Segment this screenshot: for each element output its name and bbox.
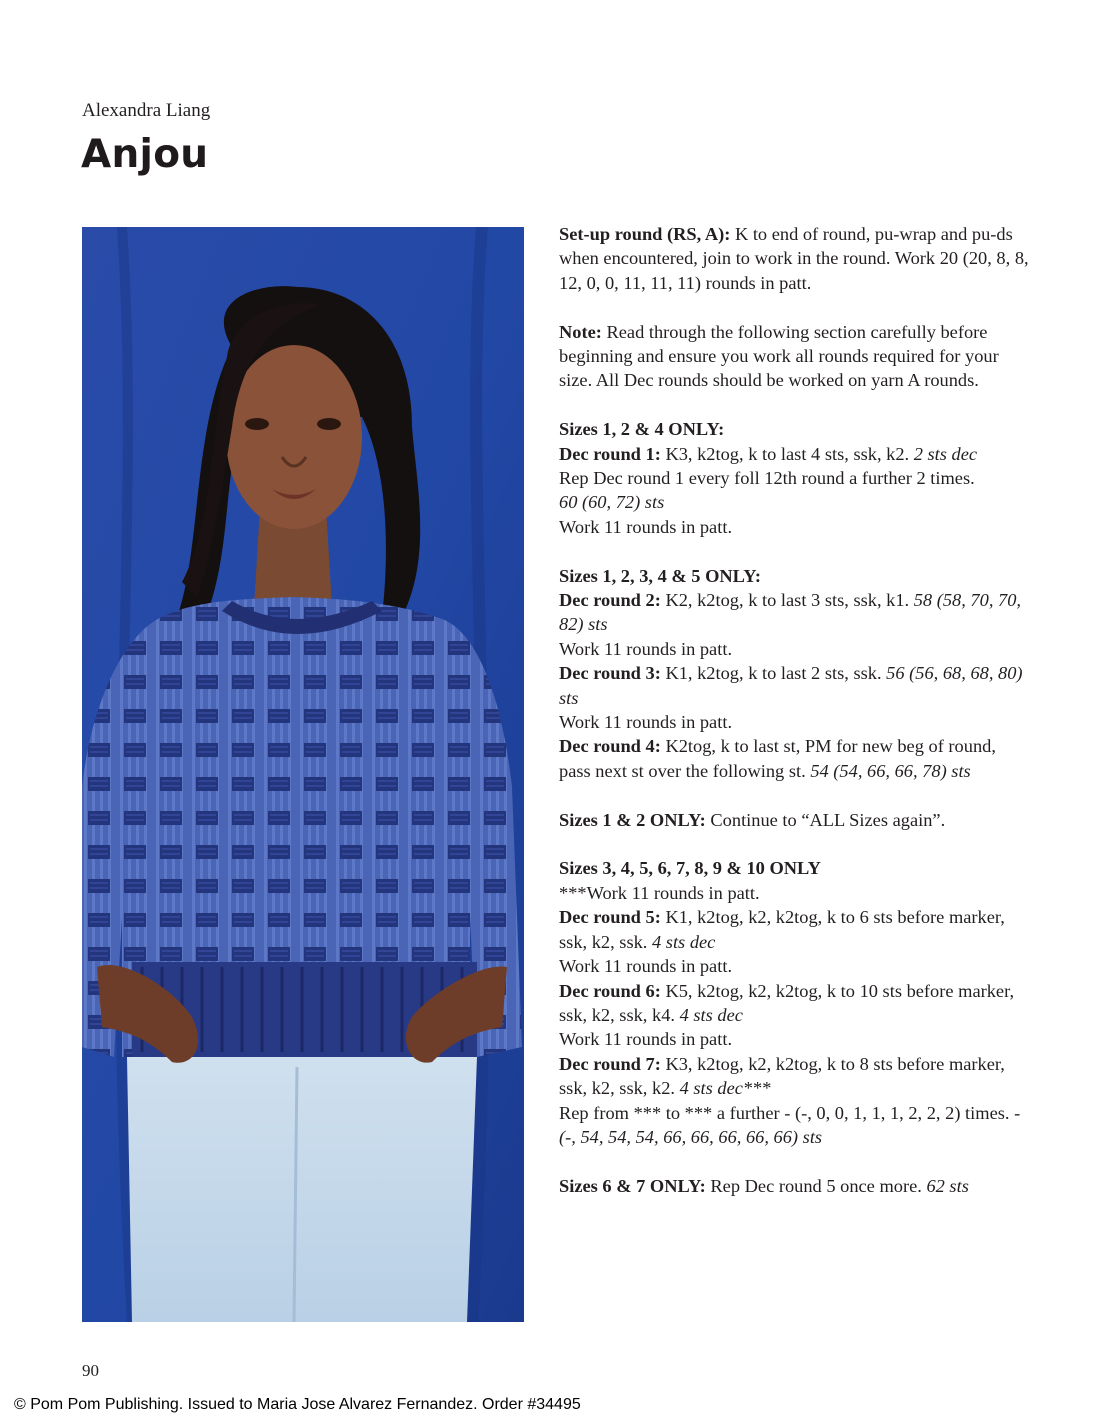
instruction-paragraph bbox=[559, 1052, 1029, 1101]
stitch-count: (-, 54, 54, 54, 66, 66, 66, 66, 66) sts bbox=[559, 1126, 823, 1147]
instruction-paragraph bbox=[559, 881, 1029, 905]
instruction-label: Set-up round (RS, A): bbox=[559, 224, 731, 244]
instruction-label: Dec round 2: bbox=[559, 590, 661, 611]
instruction-text: K3, k2tog, k to last 4 sts, ssk, k2. bbox=[660, 443, 914, 464]
instruction-paragraph bbox=[559, 710, 1029, 734]
instruction-paragraph bbox=[559, 979, 1029, 1028]
stitch-count: 56 (56, 68, 68, 80) sts bbox=[559, 663, 1023, 708]
model-photo bbox=[82, 227, 524, 1322]
instruction-text: Work 11 rounds in patt. bbox=[559, 516, 733, 537]
instruction-paragraph bbox=[559, 588, 1029, 637]
instruction-label: Sizes 3, 4, 5, 6, 7, 8, 9 & 10 ONLY bbox=[559, 858, 821, 879]
pattern-instructions bbox=[559, 222, 1029, 1198]
paragraph-gap bbox=[559, 1149, 1029, 1173]
instruction-paragraph bbox=[559, 661, 1029, 710]
instruction-paragraph bbox=[559, 490, 1029, 514]
instruction-text: Work 11 rounds in patt. bbox=[559, 956, 733, 977]
stitch-count: 54 (54, 66, 66, 78) sts bbox=[810, 760, 971, 781]
instruction-label: Dec round 1: bbox=[559, 443, 661, 464]
instruction-paragraph bbox=[559, 856, 1029, 880]
instruction-text: K2tog, k to last st, PM for new beg of round, pass next st over the following st. bbox=[559, 736, 996, 781]
paragraph-gap bbox=[559, 539, 1029, 563]
instruction-text: Rep from *** to *** a further - (-, 0, 0, 1, 1, 1, 2, 2, 2) times. - bbox=[559, 1102, 1021, 1123]
instruction-paragraph bbox=[559, 1101, 1029, 1150]
instruction-paragraph bbox=[559, 564, 1029, 588]
author-name: Alexandra Liang bbox=[82, 100, 211, 121]
instruction-label: Dec round 4: bbox=[559, 736, 661, 757]
instruction-text: K1, k2tog, k to last 2 sts, ssk. bbox=[660, 663, 887, 684]
instruction-text: Rep Dec round 1 every foll 12th round a further 2 times. bbox=[559, 468, 975, 489]
instruction-text: K to end of round, pu-wrap and pu-ds when encountered, join to work in the round. Work 20 (20, 8, 8, 12, 0, 0, 11, 11, 11) rounds in patt. bbox=[559, 224, 1029, 293]
stitch-count: 60 (60, 72) sts bbox=[559, 492, 665, 513]
instruction-label: Sizes 1 & 2 ONLY: bbox=[559, 809, 706, 830]
stitch-count: 4 sts dec*** bbox=[679, 1078, 771, 1099]
instruction-text: K3, k2tog, k2, k2tog, k to 8 sts before marker, ssk, k2, ssk, k2. bbox=[559, 1053, 1005, 1099]
page-number: 90 bbox=[82, 1361, 99, 1380]
instruction-text: K2, k2tog, k to last 3 sts, ssk, k1. bbox=[660, 590, 914, 611]
instruction-paragraph bbox=[559, 417, 1029, 441]
pattern-title: Anjou bbox=[81, 132, 209, 177]
instruction-text: ***Work 11 rounds in patt. bbox=[559, 882, 760, 903]
instruction-paragraph bbox=[559, 1174, 1029, 1198]
instruction-label: Dec round 6: bbox=[559, 980, 661, 1001]
instruction-text: Work 11 rounds in patt. bbox=[559, 712, 733, 733]
instruction-text: K1, k2tog, k2, k2tog, k to 6 sts before marker, ssk, k2, ssk. bbox=[559, 907, 1005, 952]
instruction-text: Work 11 rounds in patt. bbox=[559, 638, 733, 659]
stitch-count: 4 sts dec bbox=[652, 931, 716, 952]
instruction-label: Sizes 1, 2, 3, 4 & 5 ONLY: bbox=[559, 565, 761, 586]
paragraph-gap bbox=[559, 783, 1029, 807]
copyright-notice: © Pom Pom Publishing. Issued to Maria Jose Alvarez Fernandez. Order #34495 bbox=[14, 1396, 581, 1413]
stitch-count: 2 sts dec bbox=[913, 443, 978, 464]
instruction-paragraph bbox=[559, 1027, 1029, 1051]
instruction-text: Read through the following section carefully before beginning and ensure you work all rounds required for your size. All Dec rounds should be worked on yarn A rounds. bbox=[559, 321, 999, 391]
instruction-label: Dec round 3: bbox=[559, 663, 661, 684]
stitch-count: 58 (58, 70, 70, 82) sts bbox=[559, 590, 1022, 635]
instruction-paragraph bbox=[559, 222, 1029, 295]
stitch-count: 4 sts dec bbox=[679, 1004, 743, 1025]
instruction-paragraph bbox=[559, 515, 1029, 539]
instruction-text: Continue to “ALL Sizes again”. bbox=[705, 809, 946, 830]
instruction-paragraph bbox=[559, 905, 1029, 954]
paragraph-gap bbox=[559, 832, 1029, 856]
instruction-text: K5, k2tog, k2, k2tog, k to 10 sts before marker, ssk, k2, ssk, k4. bbox=[559, 980, 1015, 1025]
stitch-count: 62 sts bbox=[926, 1175, 969, 1196]
instruction-paragraph bbox=[559, 466, 1029, 490]
paragraph-gap bbox=[559, 295, 1029, 319]
instruction-paragraph bbox=[559, 954, 1029, 978]
instruction-label: Note: bbox=[559, 321, 602, 342]
instruction-paragraph bbox=[559, 808, 1029, 832]
instruction-label: Dec round 5: bbox=[559, 907, 661, 928]
instruction-label: Sizes 1, 2 & 4 ONLY: bbox=[559, 419, 725, 440]
instruction-paragraph bbox=[559, 320, 1029, 393]
paragraph-gap bbox=[559, 393, 1029, 417]
instruction-text: Work 11 rounds in patt. bbox=[559, 1029, 733, 1050]
instruction-label: Dec round 7: bbox=[559, 1053, 661, 1074]
instruction-paragraph bbox=[559, 442, 1029, 466]
instruction-label: Sizes 6 & 7 ONLY: bbox=[559, 1175, 706, 1196]
instruction-text: Rep Dec round 5 once more. bbox=[705, 1175, 927, 1196]
instruction-paragraph bbox=[559, 734, 1029, 783]
instruction-paragraph bbox=[559, 637, 1029, 661]
